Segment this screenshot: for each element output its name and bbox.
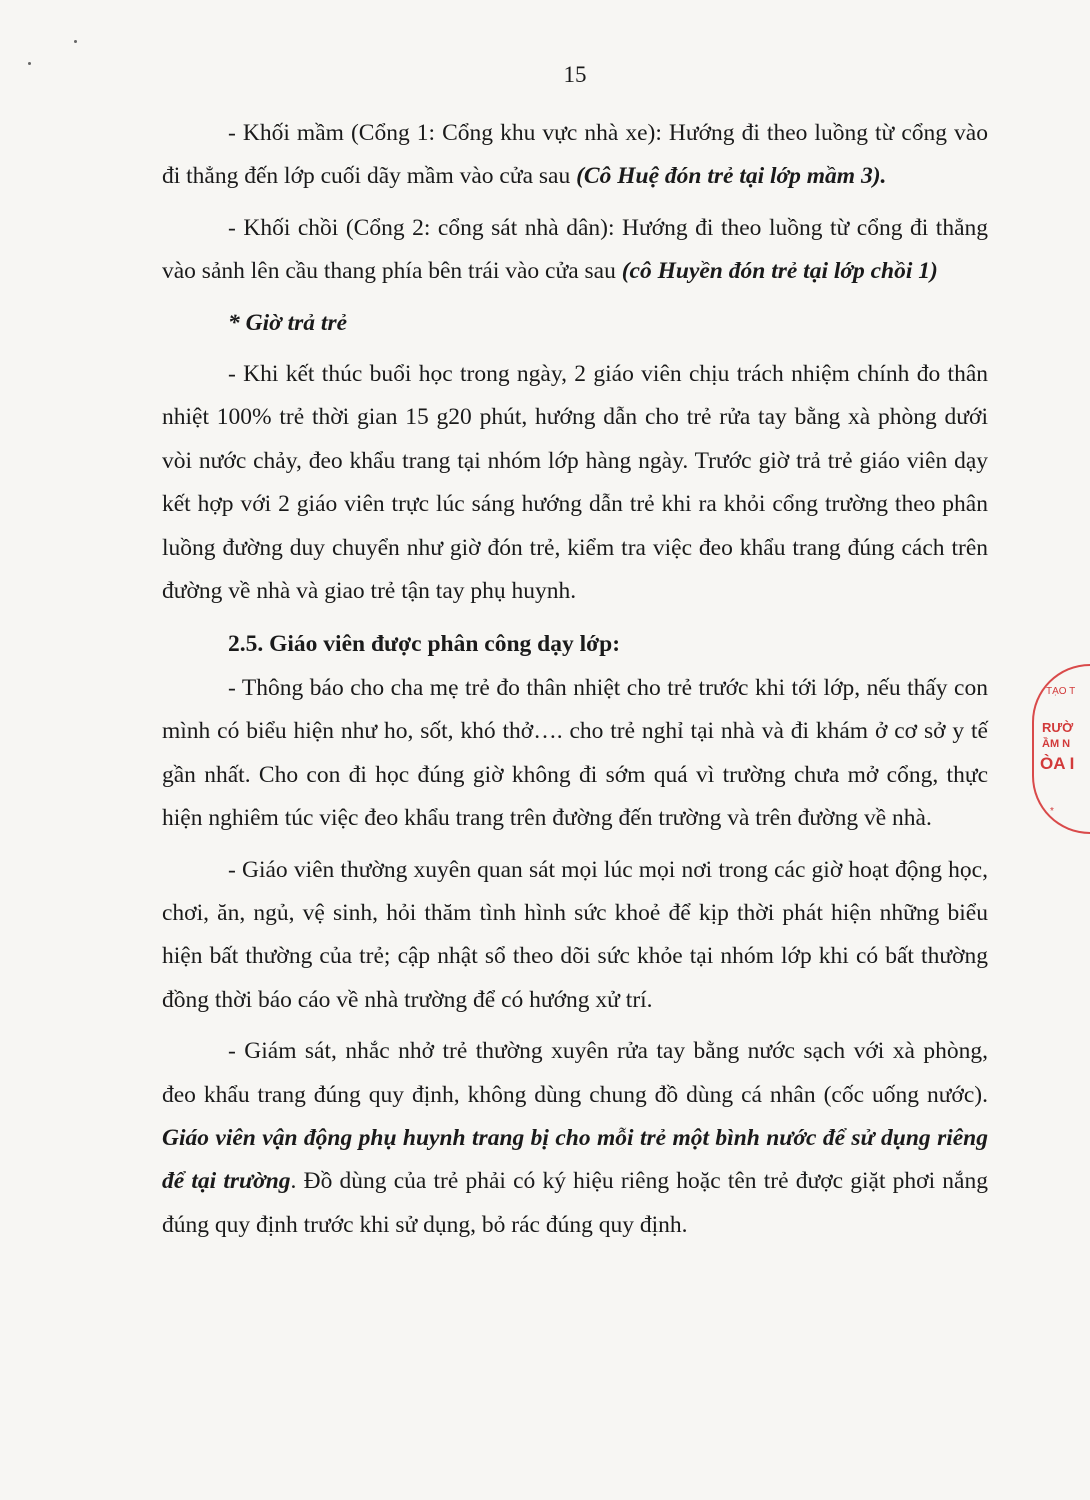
- paragraph-quan-sat: - Giáo viên thường xuyên quan sát mọi lúc mọi nơi trong các giờ hoạt động học, chơi, ăn, ngủ, vệ sinh, hỏi thăm tình hình sức khoẻ để kịp thời phát hiện những biểu hiện bất thường của trẻ; cập nhật sổ theo dõi sức khỏe tại nhóm lớp khi có bất thường đồng thời báo cáo về nhà trường để có hướng xử trí.: [162, 856, 988, 1013]
- stamp-text: *: [1050, 806, 1054, 817]
- paragraph-emphasis: (Cô Huệ đón trẻ tại lớp mầm 3).: [576, 163, 887, 190]
- paragraph-text: - Giám sát, nhắc nhở trẻ thường xuyên rửa tay bằng nước sạch với xà phòng, đeo khẩu trang đúng quy định, không dùng chung đồ dùng cá nhân (cốc uống nước).: [162, 1038, 988, 1108]
- scan-speck: [74, 40, 77, 43]
- page-number: 15: [563, 62, 587, 87]
- paragraph-emphasis: Giáo viên vận động phụ huynh trang bị cho mỗi trẻ một bình nước để sử dụng riêng để tại trường: [162, 1124, 988, 1195]
- paragraph-khoi-choi: [162, 207, 988, 294]
- paragraph-text: . Đồ dùng của trẻ phải có ký hiệu riêng hoặc tên trẻ được giặt phơi nắng đúng quy định trước khi sử dụng, bỏ rác đúng quy định.: [162, 1168, 988, 1238]
- paragraph-thong-bao: - Thông báo cho cha mẹ trẻ đo thân nhiệt cho trẻ trước khi tới lớp, nếu thấy con mình có biểu hiện như ho, sốt, khó thở…. cho trẻ nghỉ tại nhà và đi khám ở cơ sở y tế gần nhất. Cho con đi học đúng giờ không đi sớm quá vì trường chưa mở cổng, thực hiện nghiêm túc việc đeo khẩu trang trên đường đến trường và trên đường về nhà.: [162, 674, 988, 832]
- stamp-text: RƯỜ: [1042, 720, 1074, 735]
- paragraph-tra-tre: - Khi kết thúc buổi học trong ngày, 2 giáo viên chịu trách nhiệm chính đo thân nhiệt 100% trẻ thời gian 15 g20 phút, hướng dẫn cho trẻ rửa tay bằng xà phòng dưới vòi nước chảy, đeo khẩu trang tại nhóm lớp hàng ngày. Trước giờ trả trẻ giáo viên dạy kết hợp với 2 giáo viên trực lúc sáng hướng dẫn trẻ khi ra khỏi cổng trường theo phân luồng đường duy chuyển như giờ đón trẻ, kiểm tra việc đeo khẩu trang đúng cách trên đường về nhà và giao trẻ tận tay phụ huynh.: [162, 361, 988, 605]
- stamp-text: ẦM N: [1042, 738, 1071, 750]
- paragraph-giam-sat: [162, 1030, 988, 1247]
- stamp-text: ÒA I: [1040, 754, 1075, 773]
- stamp-text: TẠO T: [1046, 686, 1076, 697]
- heading-section-2-5: 2.5. Giáo viên được phân công dạy lớp:: [228, 631, 621, 658]
- official-stamp-fragment: [1032, 664, 1090, 834]
- document-body: [162, 112, 988, 1247]
- paragraph-text: - Khối mầm (Cổng 1: Cổng khu vực nhà xe): Hướng đi theo luồng từ cổng vào đi thẳng đến lớp cuối dãy mầm vào cửa sau: [162, 120, 988, 190]
- heading-gio-tra-tre: * Giờ trả trẻ: [228, 309, 348, 336]
- paragraph-emphasis: (cô Huyền đón trẻ tại lớp chồi 1): [621, 258, 938, 285]
- paragraph-text: - Khối chồi (Cổng 2: cổng sát nhà dân): Hướng đi theo luồng từ cổng đi thẳng vào sảnh lên cầu thang phía bên trái vào cửa sau: [162, 214, 988, 285]
- paragraph-khoi-mam: [162, 112, 988, 199]
